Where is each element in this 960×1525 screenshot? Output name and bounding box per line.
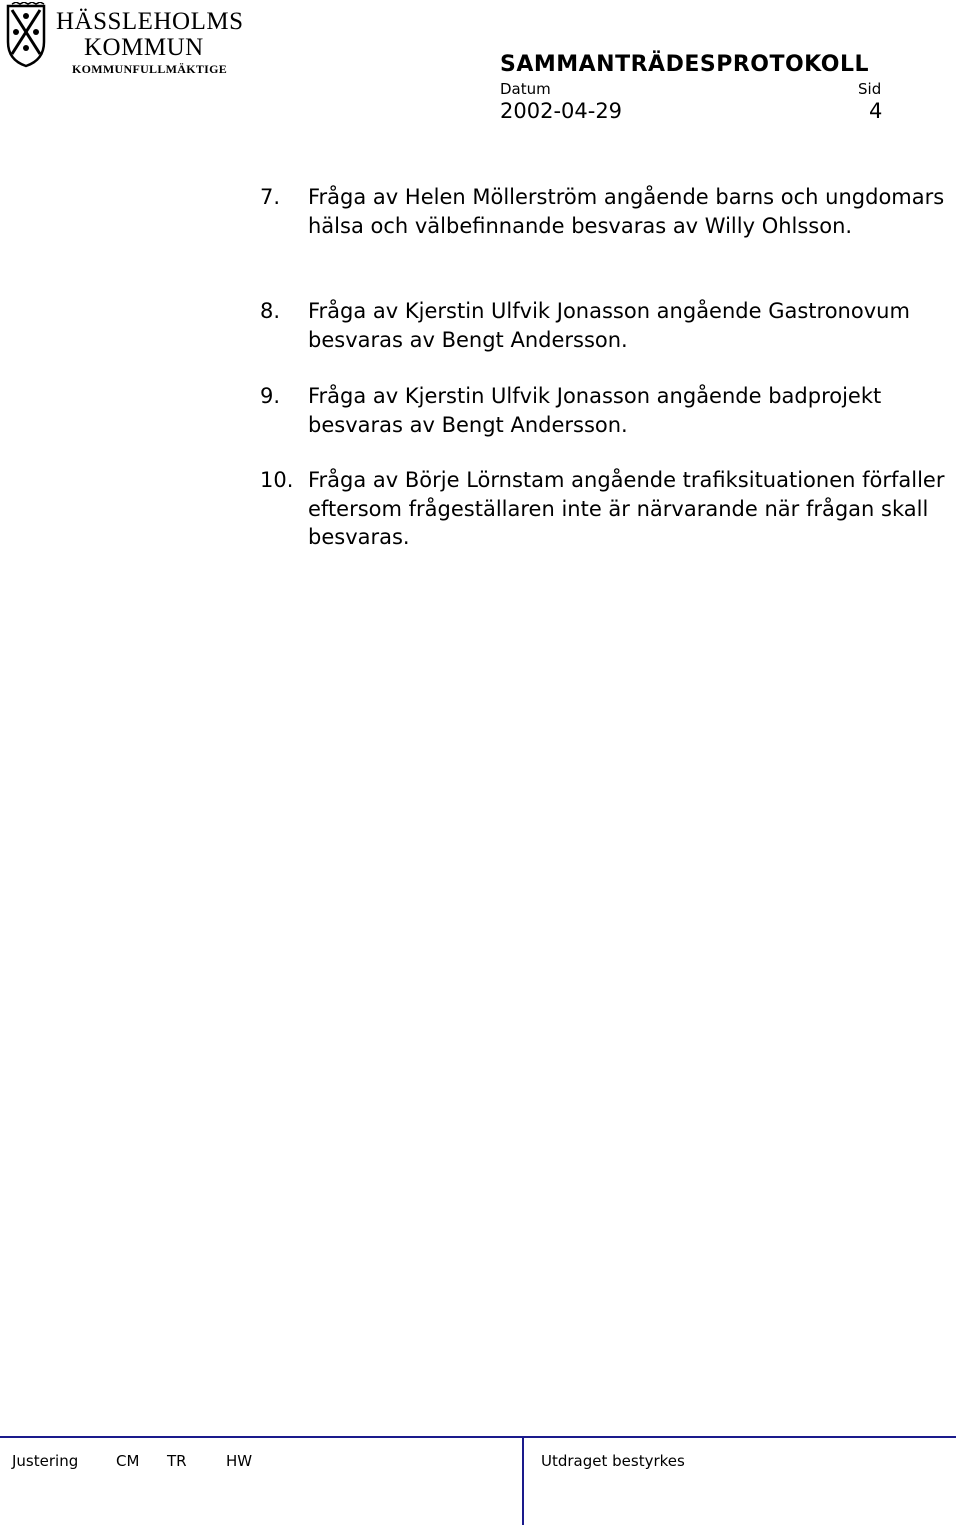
item-text: Fråga av Kjerstin Ulfvik Jonasson angående badprojekt besvaras av Bengt Andersson. — [308, 384, 882, 437]
justering-initials-hw: HW — [226, 1452, 253, 1470]
coat-of-arms-icon — [4, 2, 48, 68]
date-value: 2002-04-29 — [500, 99, 623, 123]
certified-label: Utdraget bestyrkes — [541, 1452, 685, 1470]
date-label: Datum — [500, 80, 551, 98]
logo-name-line2: KOMMUN — [84, 34, 204, 61]
item-number: 8. — [260, 299, 281, 323]
item-number: 10. — [260, 468, 294, 492]
page-label: Sid — [858, 80, 882, 98]
item-text: Fråga av Helen Möllerström angående barns och ungdomars hälsa och välbefinnande besvaras av Willy Ohlsson. — [308, 185, 945, 238]
item-text: Fråga av Börje Lörnstam angående trafiksituationen förfaller eftersom frågeställaren inte är närvarande när frågan skall besvaras. — [308, 468, 945, 549]
item-number: 7. — [260, 185, 281, 209]
item-number: 9. — [260, 384, 281, 408]
logo-subtitle: KOMMUNFULLMÄKTIGE — [72, 62, 228, 76]
page-number: 4 — [869, 99, 883, 123]
justering-label: Justering — [12, 1452, 79, 1470]
municipality-logo — [4, 2, 244, 78]
footer-rule — [0, 1436, 956, 1438]
footer-divider — [522, 1436, 524, 1525]
logo-name-line1: HÄSSLEHOLMS — [56, 8, 244, 35]
justering-initials-tr: TR — [167, 1452, 187, 1470]
document-title: SAMMANTRÄDESPROTOKOLL — [500, 52, 869, 77]
justering-initials-cm: CM — [116, 1452, 140, 1470]
item-text: Fråga av Kjerstin Ulfvik Jonasson angående Gastronovum besvaras av Bengt Andersson. — [308, 299, 910, 352]
